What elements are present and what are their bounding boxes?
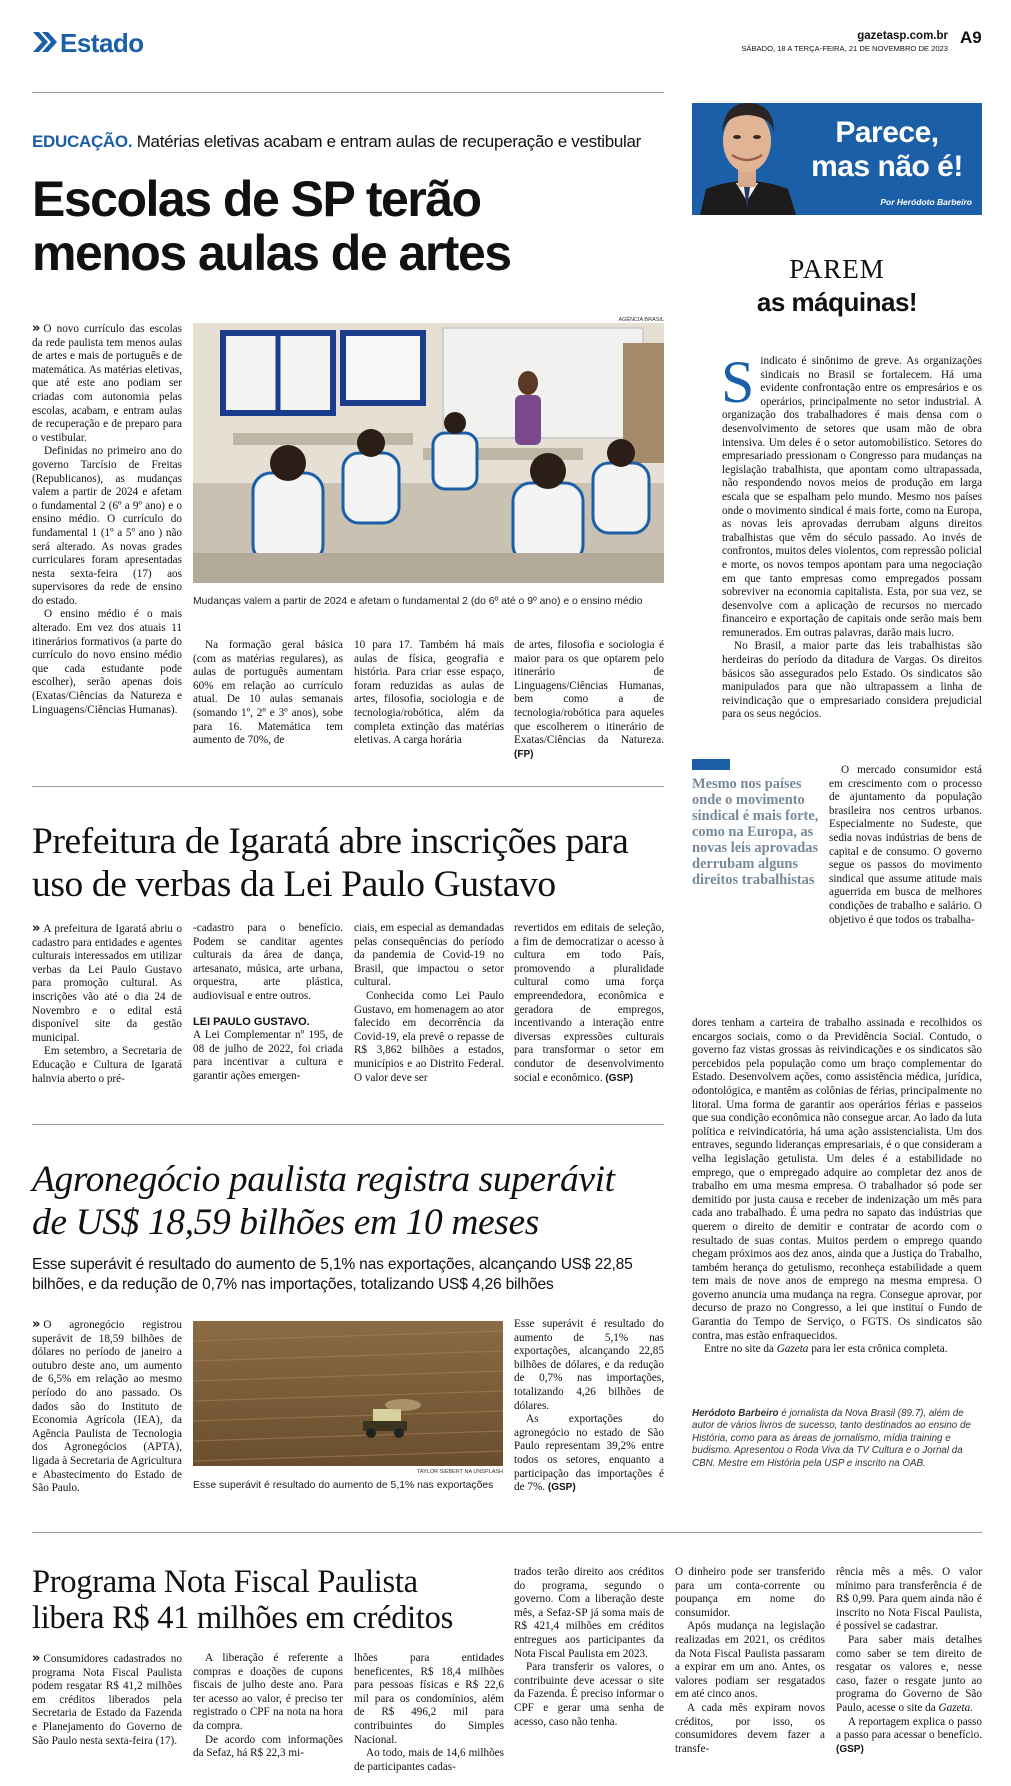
photo-credit: TAYLOR SIEBERT NA UNSPLASH	[416, 1469, 503, 1475]
page-number: A9	[960, 28, 982, 47]
article1-col4: de artes, filosofia e sociologia é maior para os que optarem pelo itinerário de Linguagens/Ciências Humanas, bem como a de tecnologia/robótica para aqueles que escolherem o itinerário de Exatas/Ciências da Natureza. (FP)	[514, 639, 664, 760]
column-banner	[692, 91, 982, 218]
harvest-photo	[193, 1321, 503, 1466]
article2-headline: Prefeitura de Igaratá abre inscrições para uso de verbas da Lei Paulo Gustavo	[32, 821, 629, 905]
author-portrait	[692, 91, 802, 215]
article1-headline: Escolas de SP terão menos aulas de artes	[32, 171, 511, 281]
article4-headline: Programa Nota Fiscal Paulista libera R$ 41 milhões em créditos	[32, 1564, 453, 1636]
article1-col2: Na formação geral básica (com as matérias regulares), as aulas de português aumentam 60% em relação ao currículo atual. De 10 aulas semanais (somando 1º, 2º e 3º anos), sobe para 16. Matemática tem aumento de 70%, de	[193, 639, 343, 747]
article2-col2: -cadastro para o benefício. Podem se canditar agentes culturais da área de dança, artesanato, música, arte urbana, orquestra, arte plástica, audiovisual e entre outros. LEI PAULO GUSTAVO. A Lei Complementar nº 195, de 08 de julho de 2022, foi criada para incentivar a cultura e garantir ações emergen-	[193, 922, 343, 1082]
article-divider	[32, 1124, 664, 1125]
article4-col2: A liberação é referente a compras e doações de cupons fiscais de julho deste ano. Para ter acesso ao valor, é preciso ter registrado o CPF na nota na hora da compra. De acordo com informações da Sefaz, há R$ 22,3 mi-	[193, 1652, 343, 1760]
column-body-bottom: dores tenham a carteira de trabalho assinada e recolhidos os encargos sociais, como o da Previdência Social. Contudo, o governo faz vistas grossas às reivindicações e os sindicatos são percebidos pela população como um braço complementar do Estado. Desenvolvem ações, como assistência médica, jurídica, odontológica, e mantêm as colônias de férias, principalmente no litoral. Uma forma de garantir aos operários férias e passeios que sua condição econômica não consegue arcar. Ao lado da luta política e reivindicatória, há uma ação assistencialista. Um dos entraves, segundo lideranças empresariais, é o que consideram a velha legislação getulista. Um deles é a estabilidade no emprego, que o empregado adquire ao completar dez anos de trabalho em uma mesma empresa. O trabalhador só pode ser demitido por justa causa e receber de indenização um mês para cada ano trabalhado. É uma pedra no sapato das indústrias que querem o direito de demitir e contratar de acordo com o resultado de suas contas. Muitos perdem o emprego quando chegam próximos aos dez anos, ainda que a Justiça do Trabalho, também herança do getulismo, reconheça estabilidade a quem tem mais de nove anos de emprego na mesma empresa. O governo anuncia uma mudança na regra. Consegue aprovar, por decurso de prazo no Congresso, a lei que instituí o Fundo de Garantia do Tempo de Serviço, o FGTS. Os sindicatos são contra, mas estão enfraquecidos. Entre no site da Gazeta para ler esta crônica completa.	[692, 1017, 982, 1356]
article-divider	[32, 786, 664, 787]
column-body-top: S indicato é sinônimo de greve. As organizações sindicais no Brasil se fortalecem. Há uma evidente confrontação entre os empresários e os operários, principalmente no setor industrial. A organização dos trabalhadores é mais densa com o desenvolvimento de setores que usam mão de obra intensiva. Um deles é o setor automobilístico. Setores do empresariado pressionam o Congresso para mudanças na legislação trabalhista, que apontam como ultrapassada, não respondendo novos meios de produção em larga escala que se espalham pelo mundo. Mesmo nos países onde o movimento sindical é mais forte, como na Europa, as novas leis aprovadas derrubam alguns direitos trabalhistas que vêm do século passado. Ao invés de confrontos, muitos deles violentos, com repressão policial e morte, os novos tempos apontam para uma negociação em que tanto empresas como empregados possam sobreviver na economia capitalista. Esta, por sua vez, se desenvolve com a aplicação de recursos no mercado financeiro e exportação de capitais onde serão mais bem remunerados. Em outras palavras, darão mais lucro. No Brasil, a maior parte das leis trabalhistas são herdeiras do período da ditadura de Vargas. Os direitos básicos são assegurados pelo Estado. Os sindicatos são manipulados para que não ultrapassem a linha de reivindicação que o empresariado considera prejudicial para os seus negócios.	[721, 349, 982, 721]
kicker-text: Matérias eletivas acabam e entram aulas de recuperação e vestibular	[136, 132, 642, 151]
article3-caption: Esse superávit é resultado do aumento de 5,1% nas exportações	[193, 1480, 494, 1491]
article4-col4: trados terão direito aos créditos do programa, segundo o governo. Com a liberação deste mês, a Sefaz-SP já soma mais de R$ 421,4 milhões em créditos entregues aos participantes da Nota Fiscal Paulista em 2023. Para transferir os valores, o contribuinte deve acessar o site da Fazenda. É preciso informar o CPF e gerar uma senha de acesso, caso não tenha.	[514, 1566, 664, 1728]
photo-credit: AGÊNCIA BRASIL	[618, 317, 664, 323]
header-rule	[32, 92, 664, 93]
section-title: Estado	[60, 28, 144, 58]
pullquote: Mesmo nos países onde o movimento sindical é mais forte, como na Europa, as novas leis aprovadas derrubam alguns direitos trabalhistas	[692, 776, 819, 888]
article2-col3: ciais, em especial as demandadas pelas consequências do período da pandemia de Covid-19 no Brasil, que impactou o setor cultural. Conhecida como Lei Paulo Gustavo, em homenagem ao ator falecido em decorrência da Covid-19, ela prevê o repasse de R$ 3,862 bilhões a estados, municípios e ao Distrito Federal. O valor deve ser	[354, 922, 504, 1084]
article4-col1: » Consumidores cadastrados no programa Nota Fiscal Paulista podem resgatar R$ 41,2 milhões em créditos liberados pela Secretaria de Estado da Fazenda e Planejamento do Governo de São Paulo nesta sexta-feira (17).	[32, 1652, 182, 1748]
kicker-label: EDUCAÇÃO.	[32, 132, 133, 151]
author-bio: Heródoto Barbeiro é jornalista da Nova Brasil (89.7), além de autor de vários livros de sucesso, tanto destinados ao ensino de História, como para as áreas de jornalismo, mídia training e budismo. Apresentou o Roda Viva da TV Cultura e o Jornal da CBN. Mestre em História pela USP e inscrito na OAB.	[692, 1408, 971, 1469]
article2-subhead: LEI PAULO GUSTAVO.	[193, 1015, 310, 1028]
column-title-bottom: as máquinas!	[756, 287, 918, 317]
article1-kicker	[32, 132, 664, 152]
site-url[interactable]: gazetasp.com.br	[857, 30, 948, 42]
banner-author: Por Heródoto Barbeiro	[880, 197, 972, 207]
column-body-mid: O mercado consumidor está em crescimento com o processo de ajuntamento da população brasileira nos centros urbanos. Especialmente no Sudeste, que sedia novas indústrias de bens de capital e de consumo. O governo segue os passos do movimento sindical que assume atitude mais aguerrida em busca de melhores condições de trabalho e salário. O objetivo é que todos os trabalha-	[829, 764, 982, 926]
pullquote-marker	[692, 759, 730, 770]
article3-col3: Esse superávit é resultado do aumento de 5,1% nas exportações, alcançando 22,85 bilhões de dólares, e da redução de 0,7% nas importações, totalizando 4,26 bilhões de dólares. As exportações do agronegócio no estado de São Paulo representam 39,2% entre todos os setores, enquanto a participação das importações é de 7%. (GSP)	[514, 1318, 664, 1494]
article2-col4: revertidos em editais de seleção, a fim de democratizar o acesso à cultura em todo País, promovendo a pluralidade cultural como uma força empreendedora, econômica e geradora de empregos, incentivando a interação entre diversas expressões culturais para transformar o setor em condutor de desenvolvimento social e econômico. (GSP)	[514, 922, 664, 1084]
article-divider	[32, 1532, 982, 1533]
section-header	[32, 28, 192, 58]
article3-headline: Agronegócio paulista registra superávit de US$ 18,59 bilhões em 10 meses	[32, 1159, 615, 1243]
article1-col3: 10 para 17. Também há mais aulas de física, geografia e história. Para criar esse espaço, foram reduzidas as aulas de artes, filosofia, sociologia e de tecnologia/robótica, além da completa extinção das matérias eletivas. A carga horária	[354, 639, 504, 747]
column-title-top: PAREM	[789, 254, 885, 284]
article4-col3: lhões para entidades beneficentes, R$ 18,4 milhões para pessoas físicas e R$ 22,6 mil para os condomínios, além de R$ 496,2 mil para contribuintes do Simples Nacional. Ao todo, mais de 14,6 milhões de participantes cadas-	[354, 1652, 504, 1773]
article3-col1: » O agronegócio registrou superávit de 18,59 bilhões de dólares no período de janeiro a outubro deste ano, um aumento de 6,5% em relação ao mesmo período do ano passado. Os dados são do Instituto de Economia Agrícola (IEA), da Agência Paulista de Tecnologia dos Agronegócios (APTA), ligada à Secretaria de Agricultura e Abastecimento do Estado de São Paulo.	[32, 1318, 182, 1496]
banner-title: Parece, mas não é!	[811, 116, 963, 183]
article1-caption: Mudanças valem a partir de 2024 e afetam o fundamental 2 (do 6º até o 9º ano) e o ensino médio	[193, 596, 643, 607]
article2-col1: » A prefeitura de Igaratá abriu o cadastro para entidades e agentes culturais interessados em utilizar verbas da Lei Paulo Gustavo para promoção cultural. As inscrições vão até o dia 24 de Novembro e o edital está disponível site da gestão municipal. Em setembro, a Secretaria de Educação e Cultura de Igaratá halnvia aberto o pré-	[32, 922, 182, 1086]
article1-col1: » O novo currículo das escolas da rede paulista tem menos aulas de artes e mais de português e de matemática. As matérias eletivas, que até este ano podiam ser criadas com autonomia pelas escolas, acabam, e entram aulas de recuperação e de preparo para o vestibular. Definidas no primeiro ano do governo Tarcísio de Freitas (Republicanos), as mudanças valem a partir de 2024 e afetam o fundamental 2 (6º a 9º ano) e o ensino médio. O currículo do fundamental 1 (1º a 5º ano ) não será alterado. As novas grades curriculares foram apresentadas nesta sexta-feira (17) aos supervisores da rede de ensino do estado. O ensino médio é o mais alterado. Em vez dos atuais 11 itinerários formativos (a parte do currículo do novo ensino médio que cada estudante pode escolher), serão apenas dois (Exatas/Ciências da Natureza e Linguagens/Ciências Humanas).	[32, 322, 182, 717]
chevron-right-icon	[32, 31, 58, 57]
article4-col5: O dinheiro pode ser transferido para um conta-corrente ou poupança em nome do consumidor. Após mudança na legislação realizadas em 2021, os créditos da Nota Fiscal Paulista passaram a expirar em um ano. Antes, os valores podiam ser resgatados em até cinco anos. A cada mês expiram novos créditos, por isso, os consumidores devem fazer a transfe-	[675, 1566, 825, 1755]
issue-date: SÁBADO, 18 A TERÇA-FEIRA, 21 DE NOVEMBRO DE 2023	[741, 44, 948, 53]
article4-col6: rência mês a mês. O valor mínimo para transferência é de R$ 0,99. Para quem ainda não é inscrito no Nota Fiscal Paulista, é possível se cadastrar. Para saber mais detalhes como saber se tem direito de resgatar os valores e, nesse caso, fazer o resgate junto ao programa do Governo de São Paulo, acesse o site da Gazeta. A reportagem explica o passo a passo para acessar o benefício. (GSP)	[836, 1566, 982, 1755]
drop-cap: S	[721, 349, 755, 415]
classroom-photo	[193, 323, 664, 583]
article3-deck: Esse superávit é resultado do aumento de 5,1% nas exportações, alcançando US$ 22,85 bilhões, e da redução de 0,7% nas importações, totalizando US$ 4,26 bilhões	[32, 1256, 633, 1293]
